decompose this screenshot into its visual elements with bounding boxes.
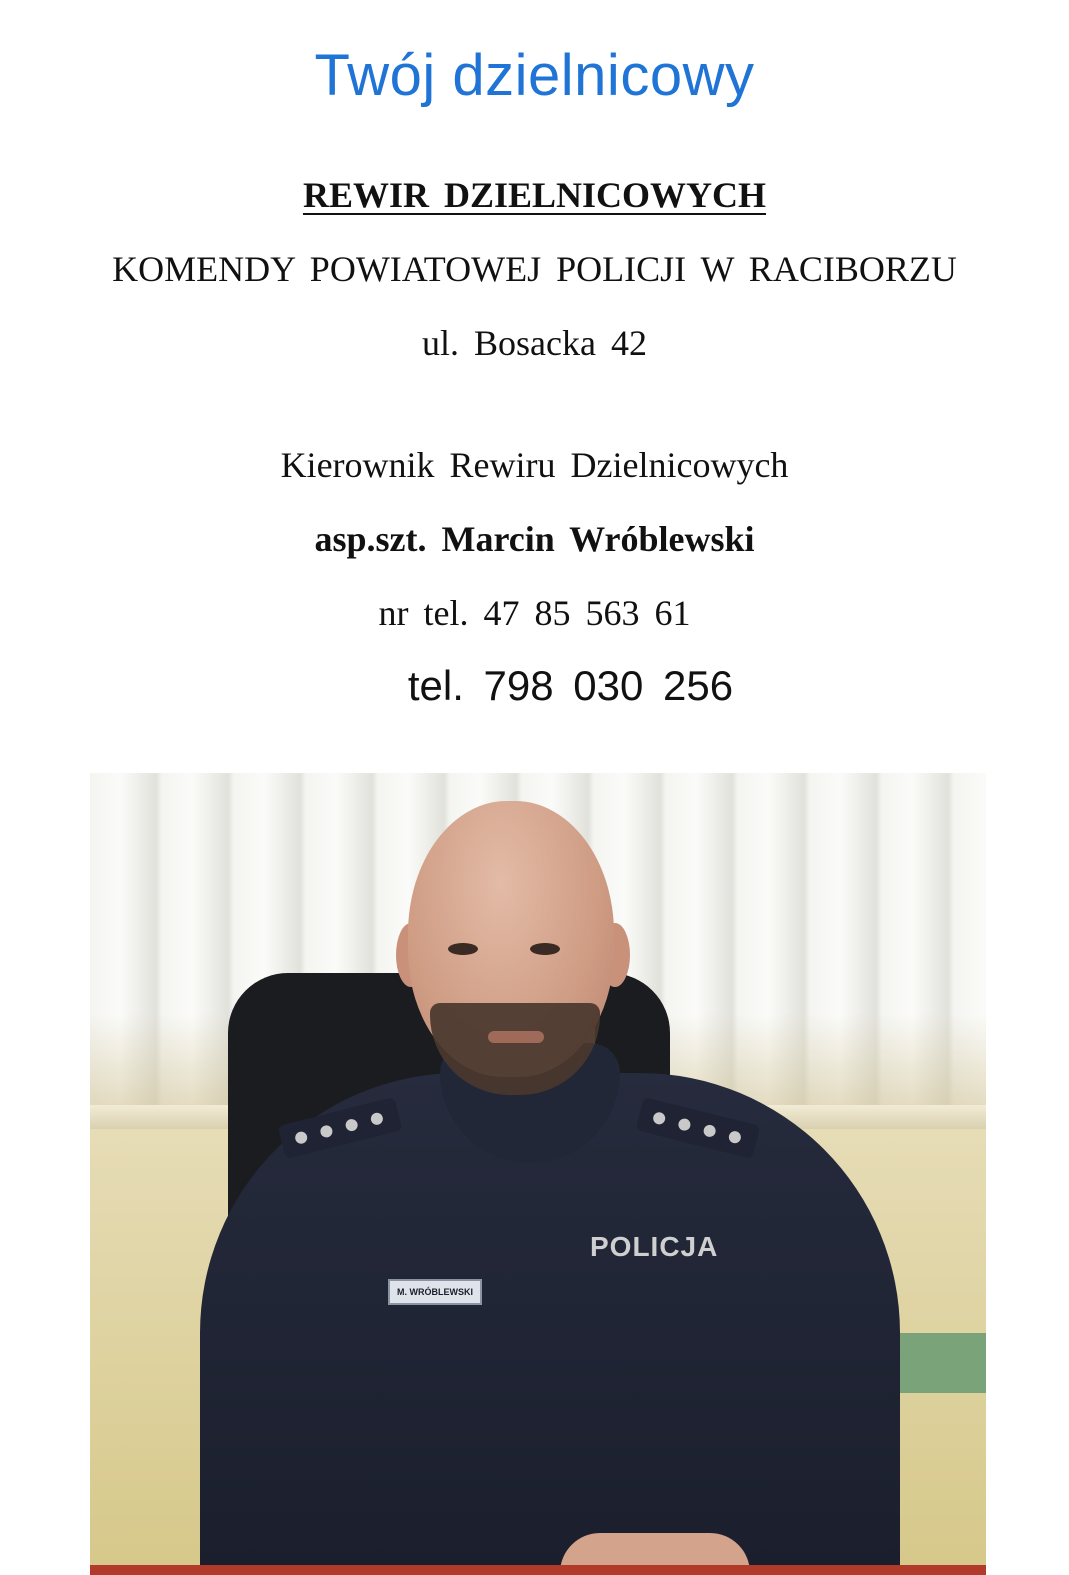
officer-photo [90, 773, 986, 1575]
officer-name: asp.szt. Marcin Wróblewski [314, 519, 755, 559]
phone-mobile[interactable]: tel. 798 030 256 [407, 662, 734, 709]
phone-landline: nr tel. 47 85 563 61 [378, 593, 691, 633]
command-name: KOMENDY POWIATOWEJ POLICJI W RACIBORZU [112, 249, 957, 289]
desk [90, 1565, 986, 1575]
address: ul. Bosacka 42 [422, 323, 647, 363]
role-title: Kierownik Rewiru Dzielnicowych [280, 445, 789, 485]
page-title: Twój dzielnicowy [314, 43, 755, 108]
nameplate: M. WRÓBLEWSKI [388, 1279, 482, 1305]
policja-badge: POLICJA [590, 1231, 719, 1262]
unit-heading: REWIR DZIELNICOWYCH [302, 175, 767, 215]
